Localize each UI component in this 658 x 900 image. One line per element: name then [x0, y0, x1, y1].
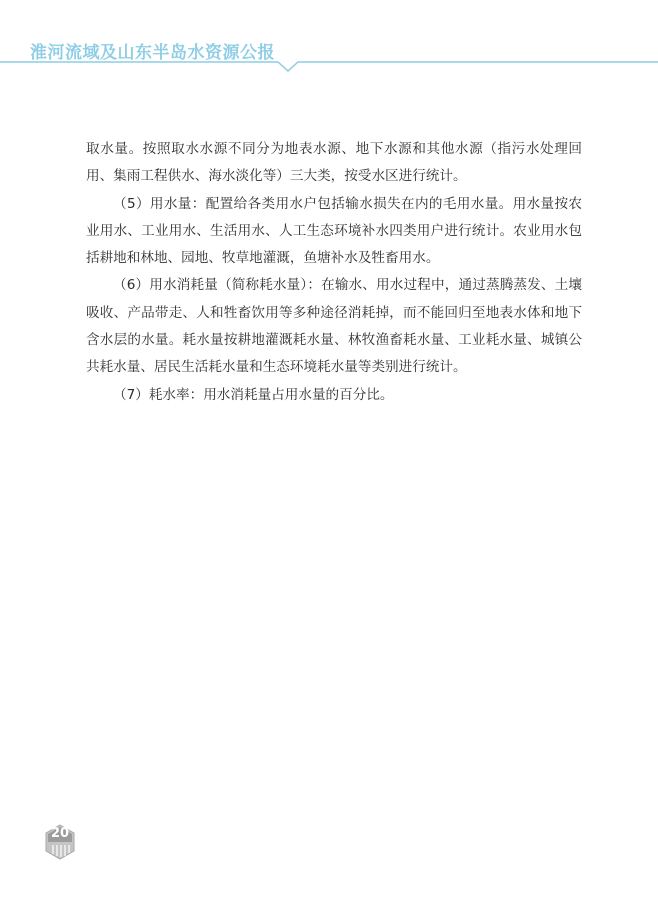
paragraph-consumption-rate: （7）耗水率：用水消耗量占用水量的百分比。	[113, 386, 394, 403]
body-text	[86, 136, 582, 409]
paragraph-water-use: （5）用水量：配置给各类用水户包括输水损失在内的毛用水量。用水量按农业用水、工业用水、生活用水、人工生态环境补水四类用户进行统计。农业用水包括耕地和林地、园地、牧草地灌溉，鱼塘补水及牲畜用水。	[86, 195, 582, 267]
page-number: 20	[50, 826, 70, 841]
paragraph-water-consumption: （6）用水消耗量（简称耗水量）：在输水、用水过程中，通过蒸腾蒸发、土壤吸收、产品带走、人和牲畜饮用等多种途径消耗掉，而不能回归至地表水体和地下含水层的水量。耗水量按耕地灌溉耗水量、林牧渔畜耗水量、工业耗水量、城镇公共耗水量、居民生活耗水量和生态环境耗水量等类别进行统计。	[86, 277, 582, 376]
header-title: 淮河流域及山东半岛水资源公报	[30, 43, 275, 63]
paragraph-continuation: 取水量。按照取水水源不同分为地表水源、地下水源和其他水源（指污水处理回用、集雨工程供水、海水淡化等）三大类，按受水区进行统计。	[86, 141, 582, 185]
